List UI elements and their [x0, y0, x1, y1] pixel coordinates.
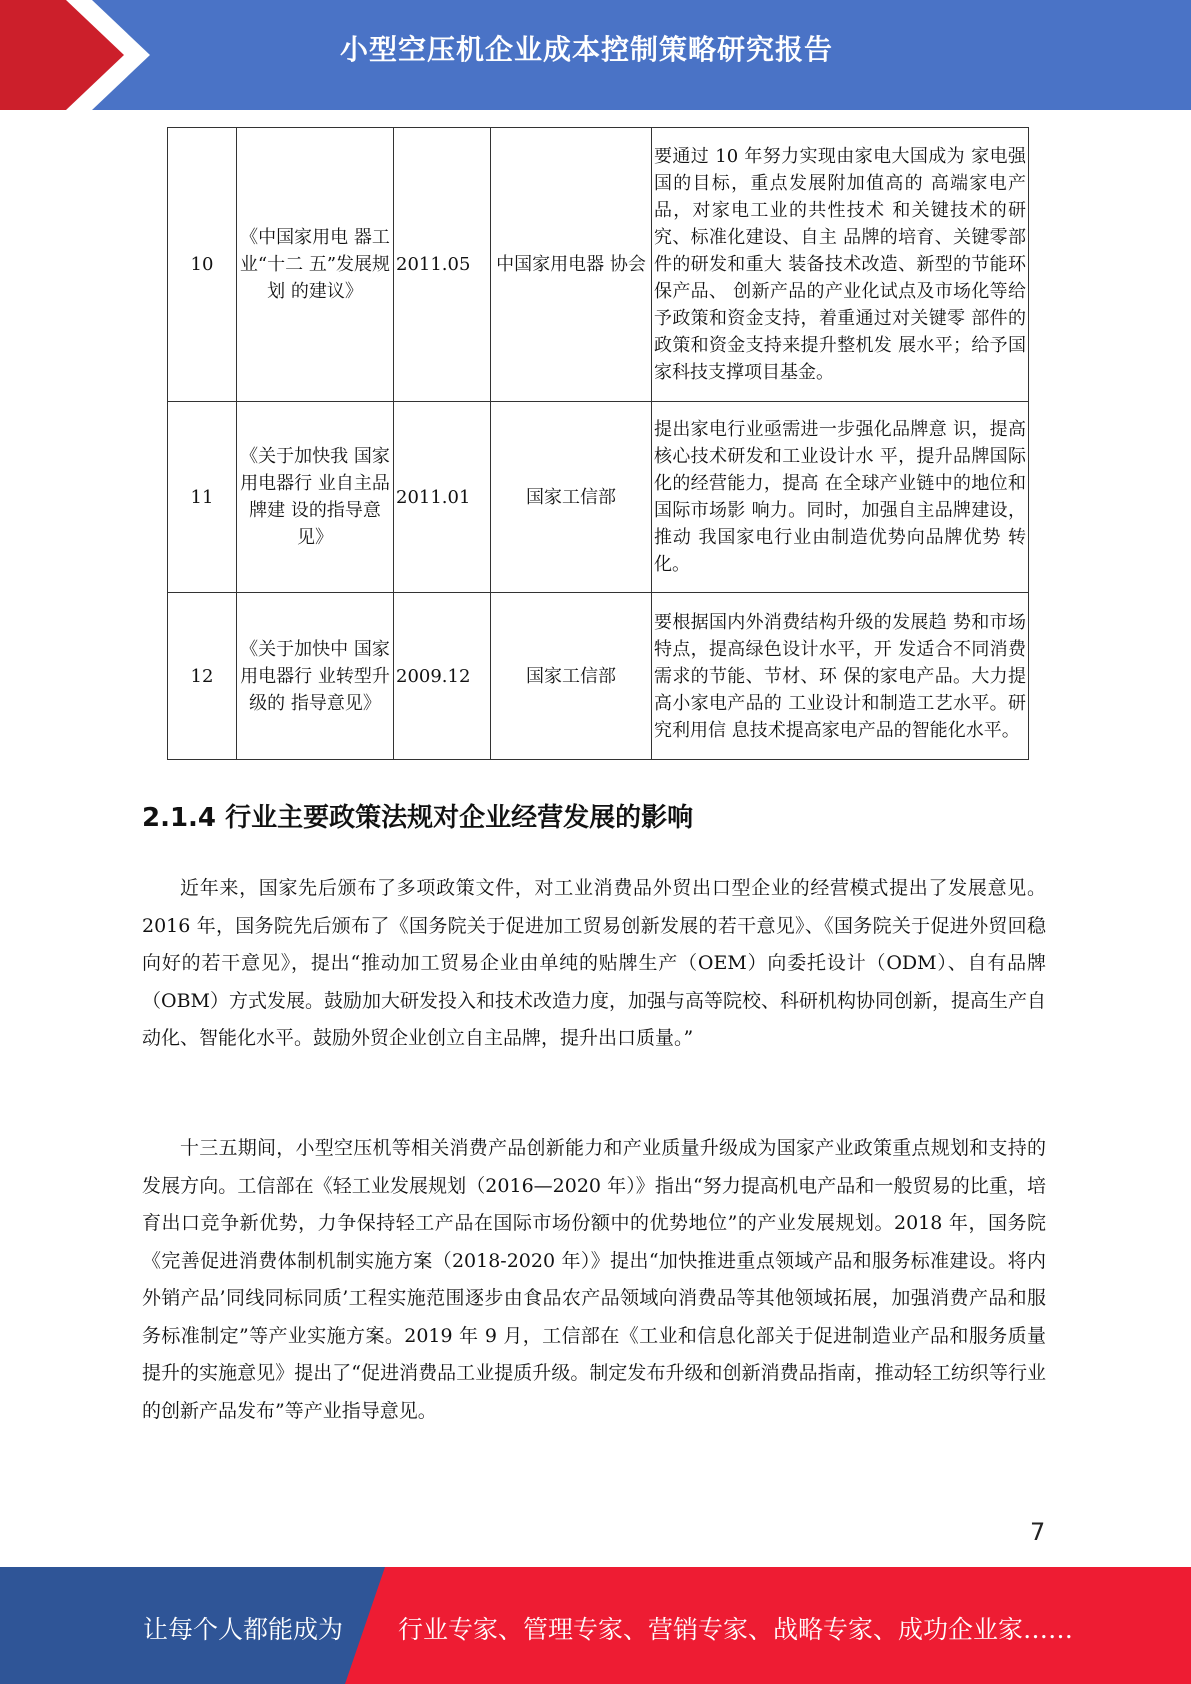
policy-name: 《中国家用电 器工业“十二 五”发展规划 的建议》 [237, 128, 394, 402]
row-number: 10 [168, 128, 237, 402]
table-row [168, 593, 1029, 760]
header-chevron-decoration [0, 0, 150, 110]
policy-content: 要通过 10 年努力实现由家电大国成为 家电强国的目标，重点发展附加值高的 高端家电产品，对家电工业的共性技术 和关键技术的研究、标准化建设、自主 品牌的培育、关键零部件的研发和重大 装备技术改造、新型的节能环保产品、 创新产品的产业化试点及市场化等给 予政策和资金支持，着重通过对关键零 部件的政策和资金支持来提升整机发 展水平；给予国家科技支撑项目基金。 [652, 128, 1029, 402]
page-header [0, 0, 1191, 110]
row-number: 11 [168, 402, 237, 593]
table-row [168, 402, 1029, 593]
issuing-body: 国家工信部 [491, 593, 652, 760]
policy-table [167, 127, 1029, 760]
issuing-body: 国家工信部 [491, 402, 652, 593]
table-row [168, 128, 1029, 402]
issue-date: 2011.05 [394, 128, 491, 402]
footer-slogan-right: 行业专家、管理专家、营销专家、战略专家、成功企业家…… [398, 1615, 1074, 1644]
page-number: 7 [1030, 1518, 1046, 1546]
issue-date: 2009.12 [394, 593, 491, 760]
issue-date: 2011.01 [394, 402, 491, 593]
report-title: 小型空压机企业成本控制策略研究报告 [340, 33, 834, 66]
footer-slogan-left: 让每个人都能成为 [143, 1615, 344, 1644]
body-paragraph: 近年来，国家先后颁布了多项政策文件，对工业消费品外贸出口型企业的经营模式提出了发展意见。2016 年，国务院先后颁布了《国务院关于促进加工贸易创新发展的若干意见》、《国务院关于促进外贸回稳向好的若干意见》，提出“推动加工贸易企业由单纯的贴牌生产（OEM）向委托设计（ODM）、自有品牌（OBM）方式发展。鼓励加大研发投入和技术改造力度，加强与高等院校、科研机构协同创新，提高生产自动化、智能化水平。鼓励外贸企业创立自主品牌，提升出口质量。” [142, 877, 1046, 1049]
issuing-body: 中国家用电器 协会 [491, 128, 652, 402]
policy-name: 《关于加快我 国家用电器行 业自主品牌建 设的指导意 见》 [237, 402, 394, 593]
row-number: 12 [168, 593, 237, 760]
policy-content: 提出家电行业亟需进一步强化品牌意 识，提高核心技术研发和工业设计水 平，提升品牌国际化的经营能力，提高 在全球产业链中的地位和国际市场影 响力。同时，加强自主品牌建设，推动 我国家电行业由制造优势向品牌优势 转化。 [652, 402, 1029, 593]
body-paragraph: 十三五期间，小型空压机等相关消费产品创新能力和产业质量升级成为国家产业政策重点规划和支持的发展方向。工信部在《轻工业发展规划（2016—2020 年）》指出“努力提高机电产品和一般贸易的比重，培育出口竞争新优势，力争保持轻工产品在国际市场份额中的优势地位”的产业发展规划。2018 年，国务院《完善促进消费体制机制实施方案（2018-2020 年）》提出“加快推进重点领域产品和服务标准建设。将内外销产品’同线同标同质’工程实施范围逐步由食品农产品领域向消费品等其他领域拓展，加强消费产品和服务标准制定”等产业实施方案。2019 年 9 月，工信部在《工业和信息化部关于促进制造业产品和服务质量提升的实施意见》提出了“促进消费品工业提质升级。制定发布升级和创新消费品指南，推动轻工纺织等行业的创新产品发布”等产业指导意见。 [142, 1137, 1046, 1422]
policy-content: 要根据国内外消费结构升级的发展趋 势和市场特点，提高绿色设计水平，开 发适合不同消费需求的节能、节材、环 保的家电产品。大力提高小家电产品的 工业设计和制造工艺水平。研究利用信 息技术提高家电产品的智能化水平。 [652, 593, 1029, 760]
section-heading: 2.1.4 行业主要政策法规对企业经营发展的影响 [142, 803, 694, 833]
policy-name: 《关于加快中 国家用电器行 业转型升级的 指导意见》 [237, 593, 394, 760]
page-footer [0, 1567, 1191, 1684]
